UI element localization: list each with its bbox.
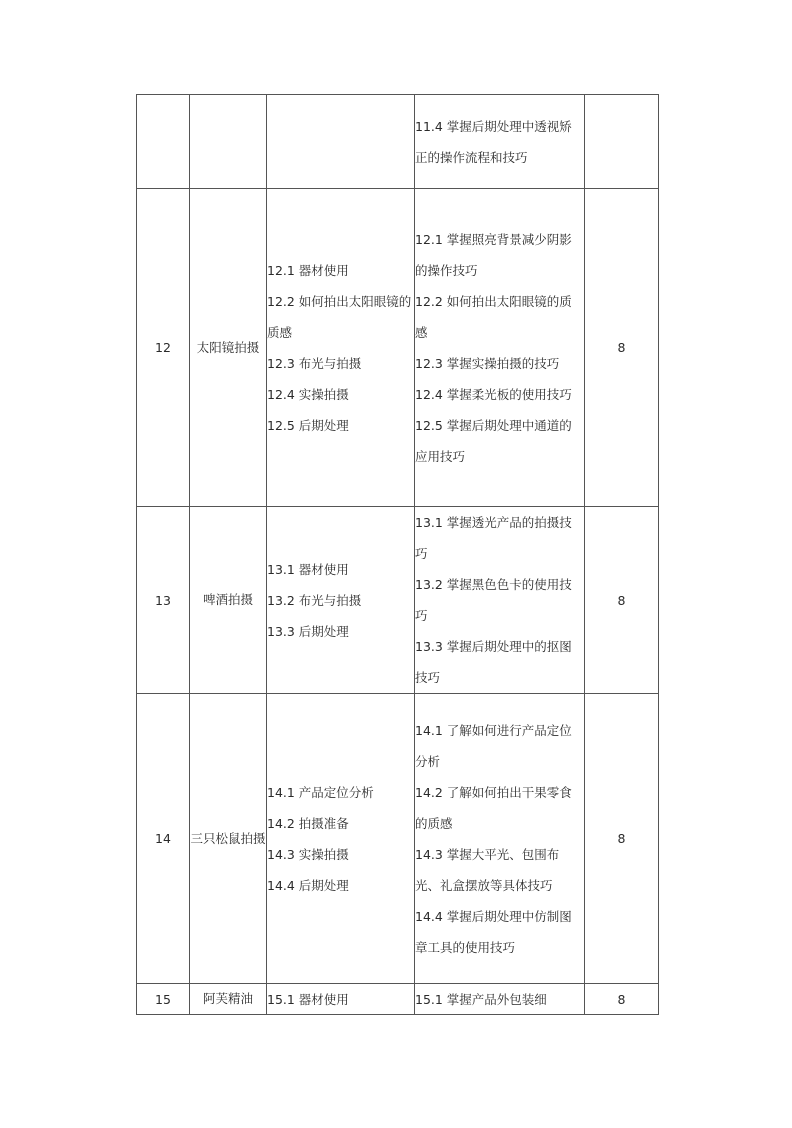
content-item: 12.1 器材使用 (267, 262, 349, 278)
content-item: 15.1 器材使用 (267, 991, 349, 1007)
content-item: 13.1 器材使用 (267, 561, 349, 577)
requirement-item: 11.4 掌握后期处理中透视矫正的操作流程和技巧 (415, 118, 572, 165)
hours-cell: 8 (585, 984, 659, 1015)
requirements-cell (415, 95, 585, 189)
content-item: 12.4 实操拍摄 (267, 386, 349, 402)
hours-cell: 8 (585, 694, 659, 984)
row-number (137, 95, 190, 189)
project-name: 三只松鼠拍摄 (190, 694, 267, 984)
content-item: 13.2 布光与拍摄 (267, 592, 362, 608)
requirement-item: 12.5 掌握后期处理中通道的应用技巧 (415, 417, 572, 464)
content-item: 14.3 实操拍摄 (267, 846, 349, 862)
requirement-item: 14.3 掌握大平光、包围布光、礼盒摆放等具体技巧 (415, 846, 560, 893)
requirement-item: 15.1 掌握产品外包装细 (415, 991, 547, 1007)
syllabus-table (136, 94, 659, 1015)
requirements-cell (415, 189, 585, 507)
table-row (137, 694, 659, 984)
requirements-cell (415, 694, 585, 984)
requirement-item: 12.3 掌握实操拍摄的技巧 (415, 355, 560, 371)
content-item: 14.1 产品定位分析 (267, 784, 374, 800)
requirement-item: 14.1 了解如何进行产品定位分析 (415, 722, 572, 769)
requirements-cell (415, 507, 585, 694)
content-item: 12.5 后期处理 (267, 417, 349, 433)
project-name: 阿芙精油 (190, 984, 267, 1015)
hours-cell: 8 (585, 507, 659, 694)
content-item: 13.3 后期处理 (267, 623, 349, 639)
requirement-item: 13.3 掌握后期处理中的抠图技巧 (415, 639, 572, 685)
content-cell (267, 189, 415, 507)
row-number: 13 (137, 507, 190, 694)
content-cell (267, 694, 415, 984)
content-cell (267, 984, 415, 1015)
table-row (137, 984, 659, 1015)
table-row (137, 507, 659, 694)
requirement-item: 13.1 掌握透光产品的拍摄技巧 (415, 515, 572, 561)
requirement-item: 12.2 如何拍出太阳眼镜的质感 (415, 293, 572, 340)
requirement-item: 12.1 掌握照亮背景减少阴影的操作技巧 (415, 231, 572, 278)
content-item: 12.2 如何拍出太阳眼镜的质感 (267, 293, 412, 340)
project-name: 啤酒拍摄 (190, 507, 267, 694)
row-number: 12 (137, 189, 190, 507)
content-cell (267, 95, 415, 189)
requirement-item: 14.4 掌握后期处理中仿制图章工具的使用技巧 (415, 908, 572, 955)
project-name: 太阳镜拍摄 (190, 189, 267, 507)
content-item: 14.2 拍摄准备 (267, 815, 349, 831)
content-item: 12.3 布光与拍摄 (267, 355, 362, 371)
requirement-item: 12.4 掌握柔光板的使用技巧 (415, 386, 572, 402)
row-number: 14 (137, 694, 190, 984)
table-row (137, 189, 659, 507)
hours-cell (585, 95, 659, 189)
content-item: 14.4 后期处理 (267, 877, 349, 893)
table-row (137, 95, 659, 189)
hours-cell: 8 (585, 189, 659, 507)
requirements-cell (415, 984, 585, 1015)
project-name (190, 95, 267, 189)
row-number: 15 (137, 984, 190, 1015)
content-cell (267, 507, 415, 694)
requirement-item: 14.2 了解如何拍出干果零食的质感 (415, 784, 572, 831)
requirement-item: 13.2 掌握黑色色卡的使用技巧 (415, 577, 572, 623)
